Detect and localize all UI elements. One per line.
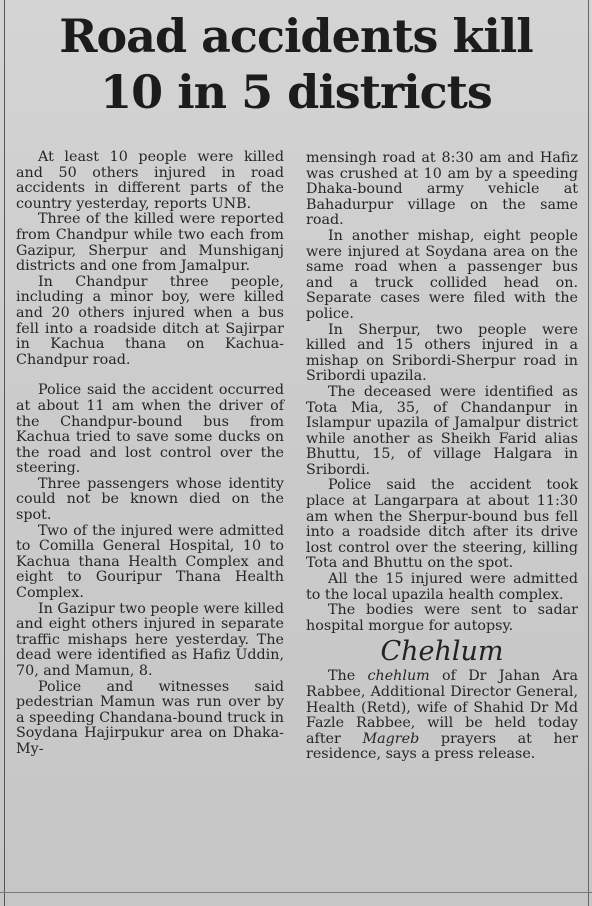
article-paragraph: In Chandpur three people, including a minor boy, were killed and 20 others injured when a bus fell into a roadside ditch at Sajirpar in Kachua thana on Kachua-Chandpur road. xyxy=(16,273,284,368)
article-paragraph: In Gazipur two people were killed and eight others injured in separate traffic mishaps here yesterday. The dead were identified as Hafiz Uddin, 70, and Mamun, 8. xyxy=(16,600,284,679)
article-paragraph: Three passengers whose identity could not be known died on the spot. xyxy=(16,475,284,524)
notice-text-middle: of Dr Jahan Ara Rabbee, Additional Director General, Health (Retd), wife of Shahid Dr Md Fazle Rabbee, will be held today after xyxy=(306,668,578,747)
article-paragraph: Three of the killed were reported from Chandpur while two each from Gazipur, Sherpur and Munshiganj districts and one from Jamalpur. xyxy=(16,211,284,275)
notice-text-lead: The xyxy=(328,668,368,685)
article-paragraph: Police and witnesses said pedestrian Mamun was run over by a speeding Chandana-bound truck in Soydana Hajirpukur area on Dhaka-My- xyxy=(16,678,284,757)
article-paragraph: The bodies were sent to sadar hospital morgue for autopsy. xyxy=(306,602,578,634)
left-border-rule xyxy=(4,0,5,906)
article-column-right xyxy=(306,151,578,763)
article-column-left xyxy=(16,150,284,758)
article-paragraph: The deceased were identified as Tota Mia, 35, of Chandanpur in Islampur upazila of Jamalpur district while another as Sheikh Farid alias Bhuttu, 15, of village Halgara in Sribordi. xyxy=(306,383,578,478)
headline-line-2: 10 in 5 districts xyxy=(100,65,492,119)
headline xyxy=(8,8,584,120)
bottom-border-rule xyxy=(0,892,592,893)
notice-title: Chehlum xyxy=(380,636,504,668)
article-paragraph: At least 10 people were killed and 50 others injured in road accidents in different parts of the country yesterday, reports UNB. xyxy=(16,149,284,212)
article-paragraph: Police said the accident occurred at about 11 am when the driver of the Chandpur-bound bus from Kachua tried to save some ducks on the road and lost control over the steering. xyxy=(16,382,284,477)
article-paragraph: mensingh road at 8:30 am and Hafiz was crushed at 10 am by a speeding Dhaka-bound army vehicle at Bahadurpur village on the same road. xyxy=(306,150,578,229)
article-paragraph: In Sherpur, two people were killed and 15 others injured in a mishap on Sribordi-Sherpur road in Sribordi upazila. xyxy=(306,321,578,385)
article-paragraph: All the 15 injured were admitted to the local upazila health complex. xyxy=(306,571,578,603)
notice-paragraph xyxy=(306,669,578,763)
notice-text-italic-magreb: Magreb xyxy=(362,730,420,747)
article-paragraph: Police said the accident took place at Langarpara at about 11:30 am when the Sherpur-bound bus fell into a roadside ditch after its drive lost control over the steering, killing Tota and Bhuttu on the spot. xyxy=(306,477,578,572)
article-paragraph: In another mishap, eight people were injured at Soydana area on the same road when a passenger bus and a truck collided head on. Separate cases were filed with the police. xyxy=(306,227,578,322)
notice-text-tail: prayers at her residence, says a press release. xyxy=(306,730,578,763)
article-paragraph: Two of the injured were admitted to Comilla General Hospital, 10 to Kachua thana Health Complex and eight to Gouripur Thana Health Complex. xyxy=(16,522,284,602)
headline-line-1: Road accidents kill xyxy=(59,9,533,63)
notice-text-italic-chehlum: chehlum xyxy=(367,668,430,685)
right-border-rule xyxy=(588,0,589,906)
